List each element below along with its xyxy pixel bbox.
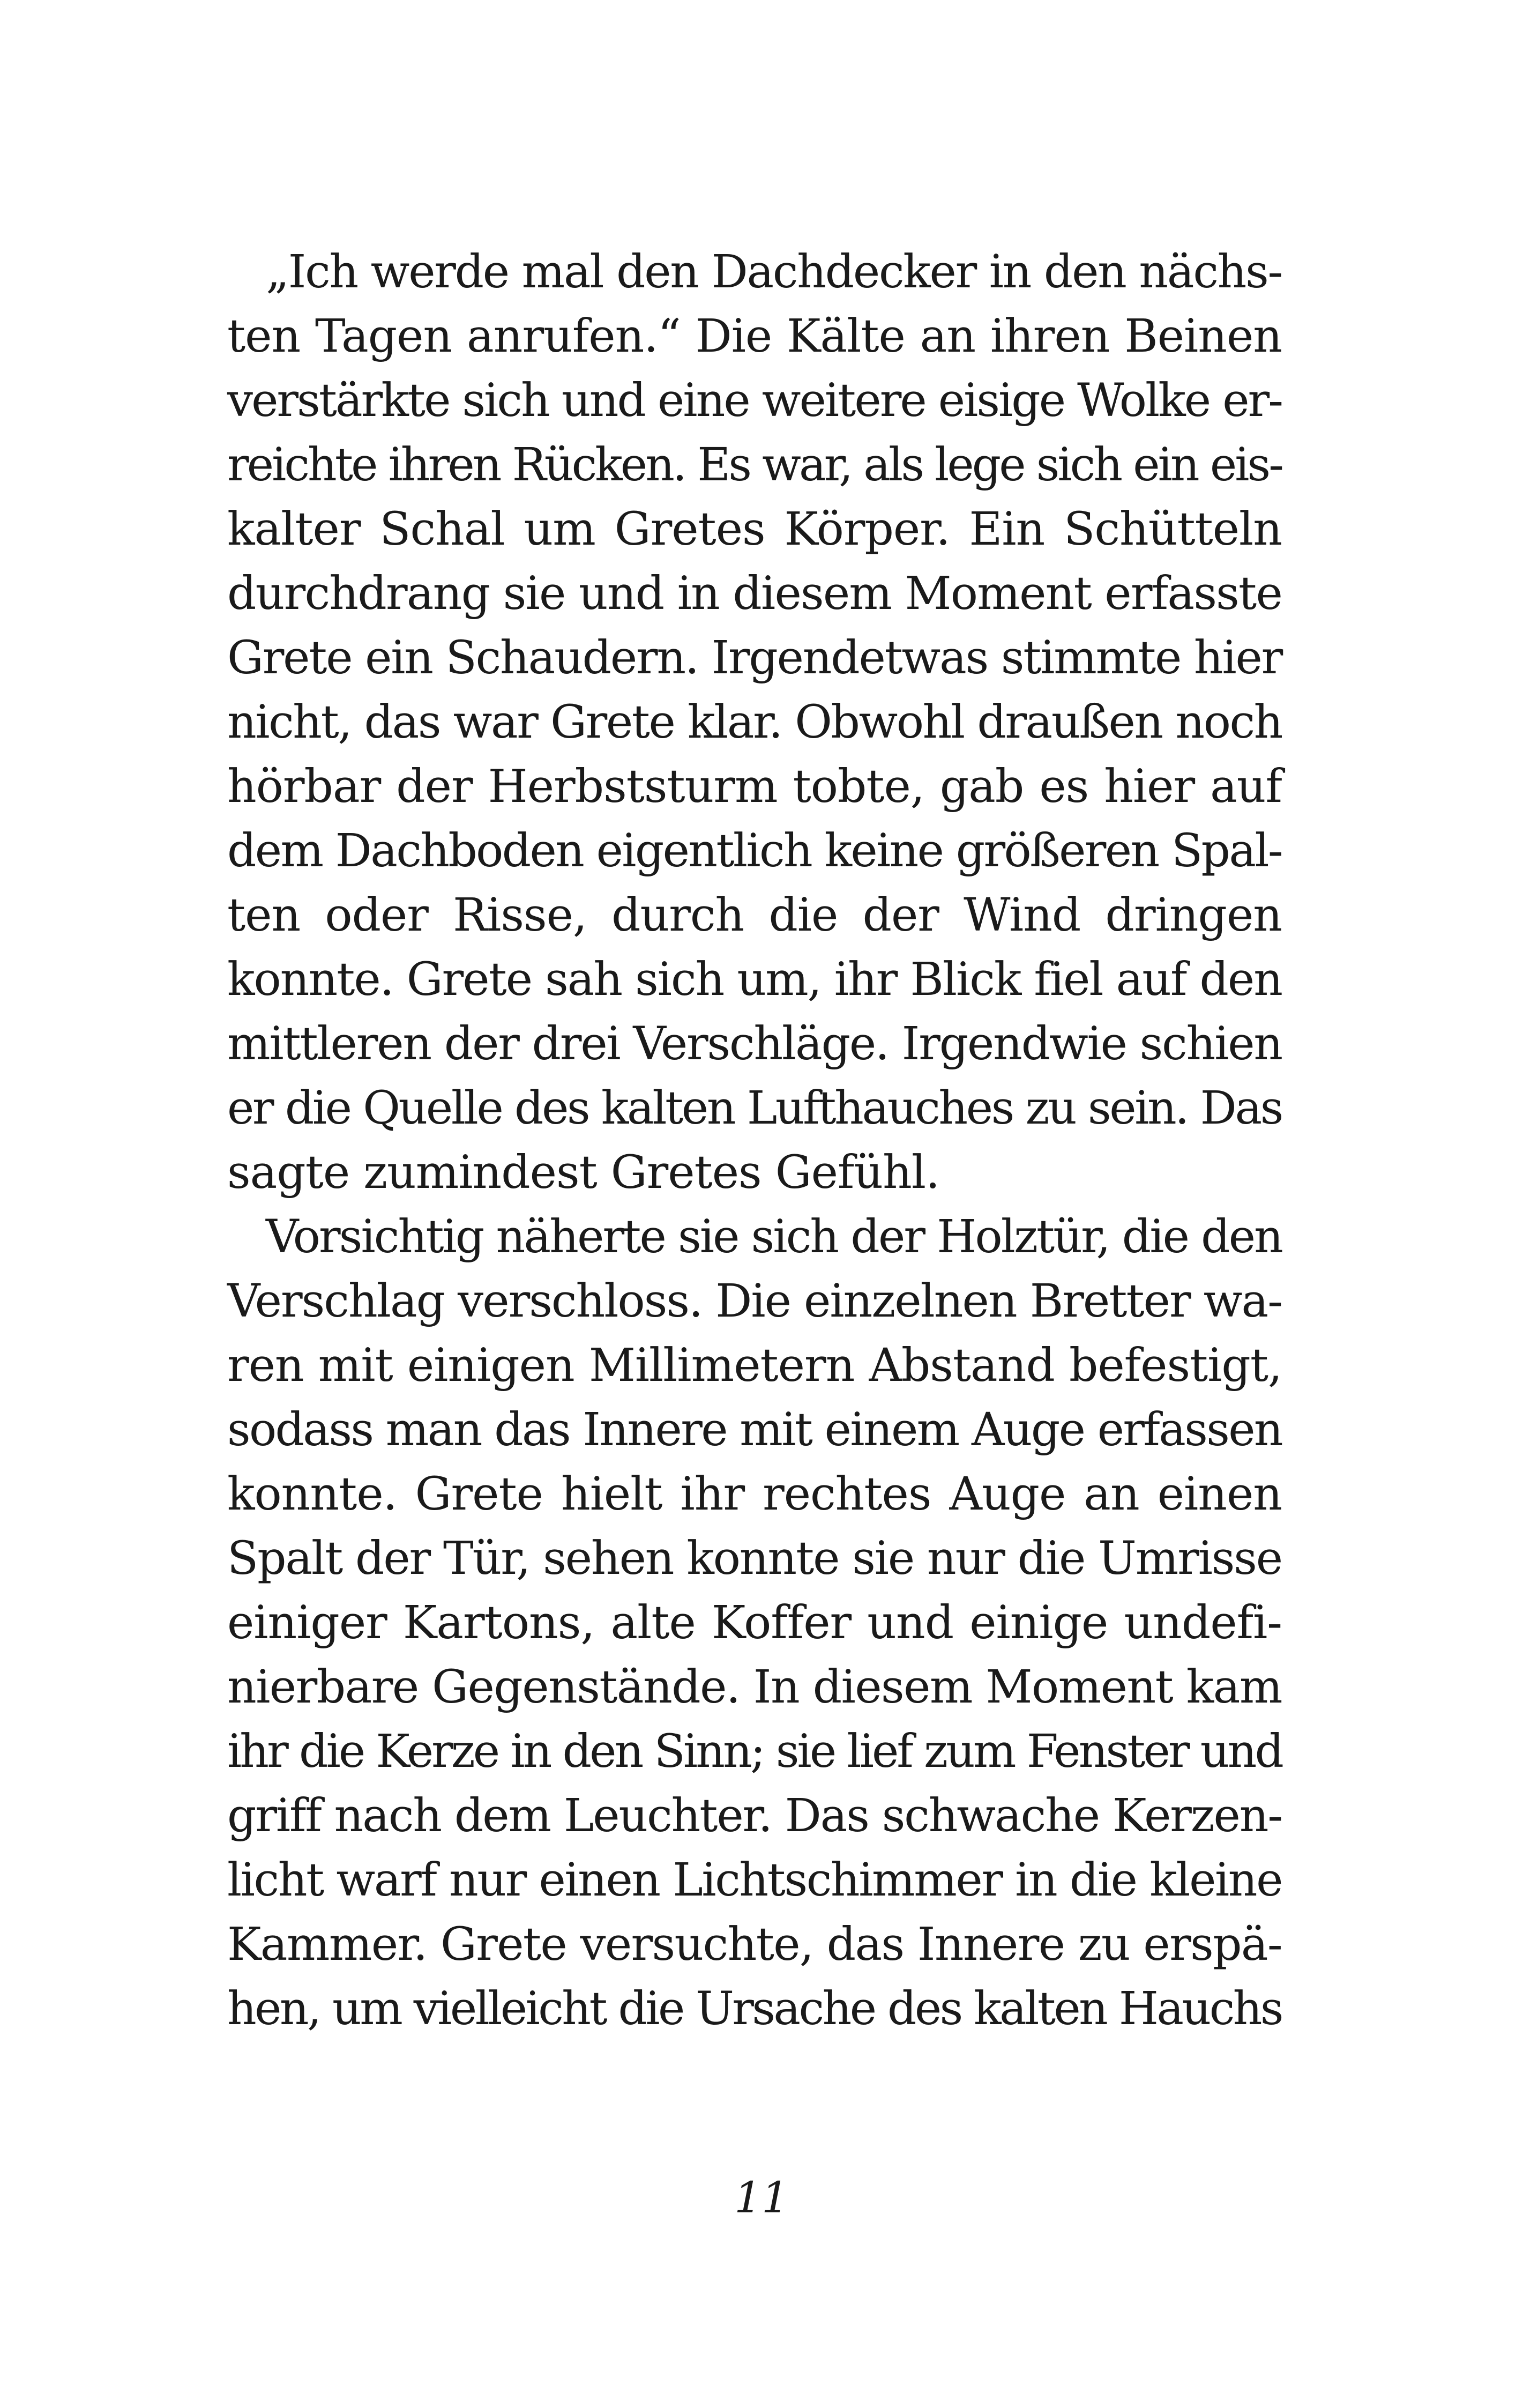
text-line: konnte. Grete hielt ihr rechtes Auge an einen [227, 1468, 1282, 1521]
text-line: ten oder Risse, durch die der Wind dringen [227, 889, 1282, 942]
text-line: licht warf nur einen Lichtschimmer in die kleine [227, 1854, 1282, 1907]
text-line: verstärkte sich und eine weitere eisige Wolke er- [227, 374, 1282, 427]
text-line: ren mit einigen Millimetern Abstand befestigt, [227, 1339, 1282, 1392]
paragraph [227, 1205, 1282, 2041]
text-line: hörbar der Herbststurm tobte, gab es hier auf [227, 760, 1282, 813]
text-line: ihr die Kerze in den Sinn; sie lief zum Fenster und [227, 1725, 1282, 1778]
text-line: Spalt der Tür, sehen konnte sie nur die Umrisse [227, 1532, 1282, 1585]
text-line: griff nach dem Leuchter. Das schwache Kerzen- [227, 1789, 1282, 1842]
text-line: Vorsichtig näherte sie sich der Holztür, die den [266, 1210, 1282, 1264]
text-line: durchdrang sie und in diesem Moment erfasste [227, 567, 1282, 620]
text-line: konnte. Grete sah sich um, ihr Blick fiel auf den [227, 953, 1282, 1006]
text-line: „Ich werde mal den Dachdecker in den nächs- [266, 246, 1282, 299]
text-line: Verschlag verschloss. Die einzelnen Bretter wa- [227, 1275, 1282, 1328]
text-line: mittleren der drei Verschläge. Irgendwie schien [227, 1017, 1282, 1071]
text-line: reichte ihren Rücken. Es war, als lege sich ein eis- [227, 439, 1282, 492]
body-text [227, 240, 1282, 2041]
text-line: Grete ein Schaudern. Irgendetwas stimmte hier [227, 631, 1282, 685]
page-number: 11 [734, 2173, 789, 2223]
text-line: sagte zumindest Gretes Gefühl. [227, 1146, 940, 1199]
text-line: hen, um vielleicht die Ursache des kalten Hauchs [227, 1982, 1282, 2035]
text-line: nierbare Gegenstände. In diesem Moment kam [227, 1661, 1282, 1714]
paragraph [227, 240, 1282, 1205]
text-line: kalter Schal um Gretes Körper. Ein Schütteln [227, 503, 1282, 556]
text-line: Kammer. Grete versuchte, das Innere zu erspä- [227, 1918, 1282, 1971]
text-line: dem Dachboden eigentlich keine größeren Spal- [227, 824, 1282, 878]
text-line: sodass man das Innere mit einem Auge erfassen [227, 1403, 1282, 1456]
text-line: einiger Kartons, alte Koffer und einige undefi- [227, 1596, 1282, 1649]
text-line: nicht, das war Grete klar. Obwohl draußen noch [227, 696, 1282, 749]
text-line: ten Tagen anrufen.“ Die Kälte an ihren Beinen [227, 310, 1282, 363]
text-line: er die Quelle des kalten Lufthauches zu sein. Das [227, 1082, 1282, 1135]
